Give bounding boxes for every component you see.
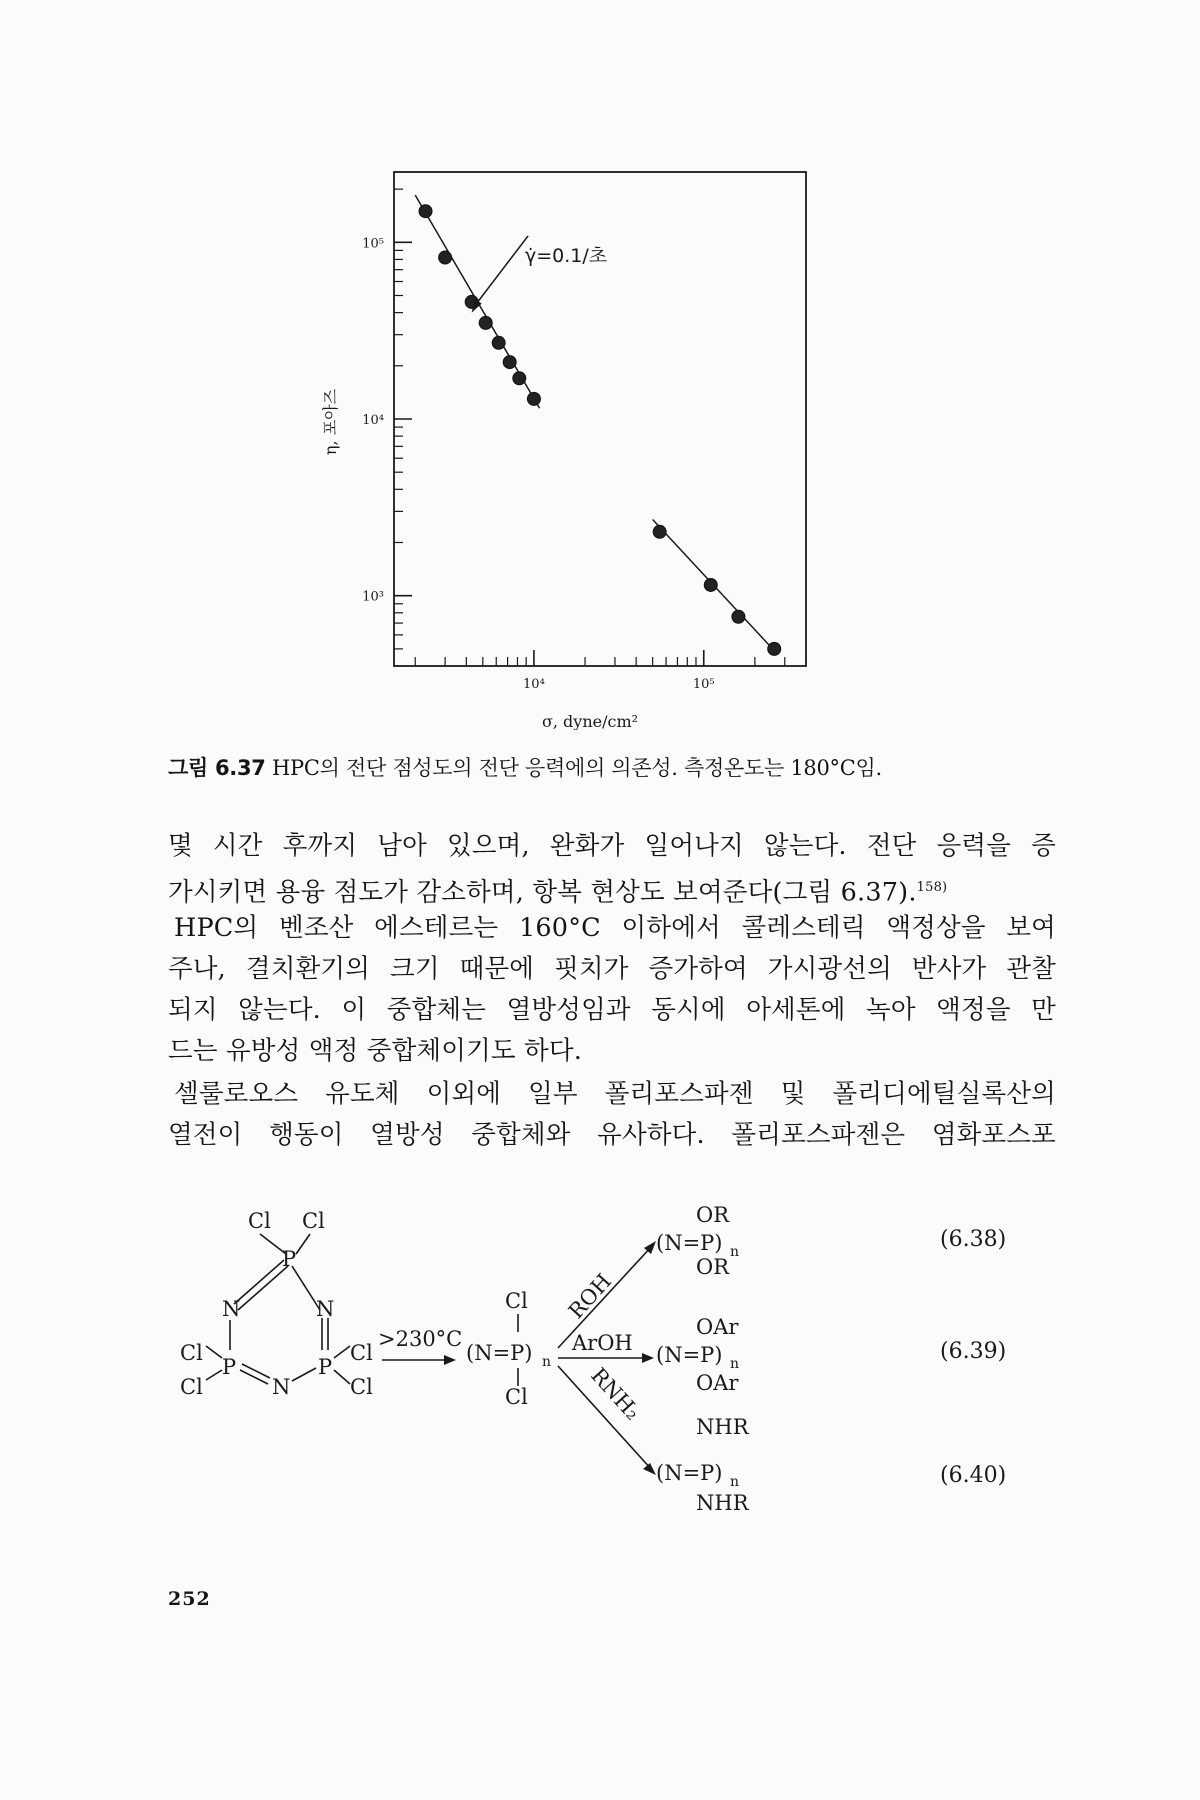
data-point-series-1 [503, 356, 516, 369]
product3-n: n [730, 1474, 740, 1490]
paragraph-line: 열전이 행동이 열방성 중합체와 유사하다. 폴리포스파젠은 염화포스포 [168, 1120, 1056, 1150]
ring-cl: Cl [248, 1209, 271, 1233]
paragraph-2 [168, 908, 1056, 1072]
ring-n: N [316, 1297, 335, 1321]
reaction-scheme [160, 1198, 1060, 1538]
equation-number: (6.40) [940, 1463, 1007, 1488]
reagent-roh: ROH [563, 1269, 617, 1324]
reaction-condition: >230°C [378, 1327, 463, 1351]
data-point-series-1 [492, 336, 505, 349]
data-point-series-1 [527, 392, 540, 405]
product2-substituent: OAr [696, 1315, 739, 1339]
reagent-aroh: ArOH [572, 1331, 633, 1355]
data-point-series-1 [513, 372, 526, 385]
product3-substituent: NHR [696, 1491, 749, 1515]
reaction-arrow [382, 1355, 456, 1365]
paragraph-line: HPC의 벤조산 에스테르는 160°C 이하에서 콜레스테릭 액정상을 보여 [174, 913, 1056, 943]
equation-number: (6.38) [940, 1227, 1007, 1252]
caption-text: HPC의 전단 점성도의 전단 응력에의 의존성. 측정온도는 180°C임. [272, 756, 882, 780]
data-point-series-2 [653, 525, 666, 538]
paragraph-line: 주나, 결치환기의 크기 때문에 핏치가 증가하여 가시광선의 반사가 관찰 [168, 954, 1056, 984]
data-point-series-1 [479, 316, 492, 329]
annotation-arrow [476, 236, 528, 305]
ring-p: P [282, 1247, 297, 1271]
product1-n: n [730, 1244, 740, 1260]
data-point-series-2 [704, 578, 717, 591]
ring-cl: Cl [180, 1341, 203, 1365]
reference-marker: 158) [916, 880, 948, 895]
x-axis-title: σ, dyne/cm² [541, 712, 639, 730]
data-point-series-2 [768, 642, 781, 655]
paragraph-3 [168, 1074, 1056, 1156]
ring-cl: Cl [302, 1209, 325, 1233]
data-point-series-1 [419, 205, 432, 218]
product1-chain: (N=P) [656, 1231, 723, 1255]
product3-chain: (N=P) [656, 1461, 723, 1485]
equation-number: (6.39) [940, 1339, 1007, 1364]
y-tick-label: 10³ [362, 589, 384, 605]
figure-caption [168, 752, 1068, 782]
product2-n: n [730, 1356, 740, 1372]
polymer-cl: Cl [505, 1289, 528, 1313]
shear-rate-annotation: γ̇=0.1/초 [525, 245, 608, 267]
ring-cl: Cl [350, 1341, 373, 1365]
x-tick-label: 10⁵ [692, 677, 715, 692]
ring-p: P [318, 1355, 333, 1379]
product1-substituent: OR [696, 1203, 730, 1227]
data-point-series-1 [439, 251, 452, 264]
ring-cl: Cl [350, 1375, 373, 1399]
y-tick-label: 10⁴ [362, 413, 384, 428]
data-point-series-2 [732, 610, 745, 623]
product3-substituent: NHR [696, 1415, 749, 1439]
page-number: 252 [168, 1588, 211, 1610]
paragraph-1 [168, 826, 1056, 914]
ring-cl: Cl [180, 1375, 203, 1399]
polymer-cl: Cl [505, 1385, 528, 1409]
polymer-n: n [542, 1354, 552, 1370]
viscosity-stress-chart [300, 150, 840, 730]
reagent-rnh2: RNH₂ [586, 1363, 645, 1425]
branch-arrows [558, 1241, 656, 1475]
paragraph-line: 셀룰로오스 유도체 이외에 일부 폴리포스파젠 및 폴리디에틸실록산의 [174, 1079, 1056, 1109]
x-tick-label: 10⁴ [523, 677, 545, 692]
polymer-chain: (N=P) [466, 1341, 533, 1365]
product1-substituent: OR [696, 1255, 730, 1279]
caption-label: 그림 6.37 [168, 756, 266, 780]
product2-chain: (N=P) [656, 1343, 723, 1367]
ring-n: N [222, 1297, 241, 1321]
paragraph-line: 되지 않는다. 이 중합체는 열방성임과 동시에 아세톤에 녹아 액정을 만 [168, 995, 1056, 1025]
ring-p: P [222, 1355, 237, 1379]
y-axis-tick-labels [362, 236, 384, 604]
y-axis-title: η, 포아즈 [321, 388, 340, 456]
ring-n: N [272, 1375, 291, 1399]
paragraph-line: 드는 유방성 액정 중합체이기도 하다. [168, 1036, 583, 1066]
y-tick-label: 10⁵ [362, 236, 384, 252]
paragraph-line: 가시키면 용융 점도가 감소하며, 항복 현상도 보여준다(그림 6.37).$^{158)}$ [168, 877, 948, 908]
x-axis-tick-labels [523, 677, 715, 692]
product2-substituent: OAr [696, 1371, 739, 1395]
paragraph-line: 몇 시간 후까지 남아 있으며, 완화가 일어나지 않는다. 전단 응력을 증 [168, 831, 1056, 861]
